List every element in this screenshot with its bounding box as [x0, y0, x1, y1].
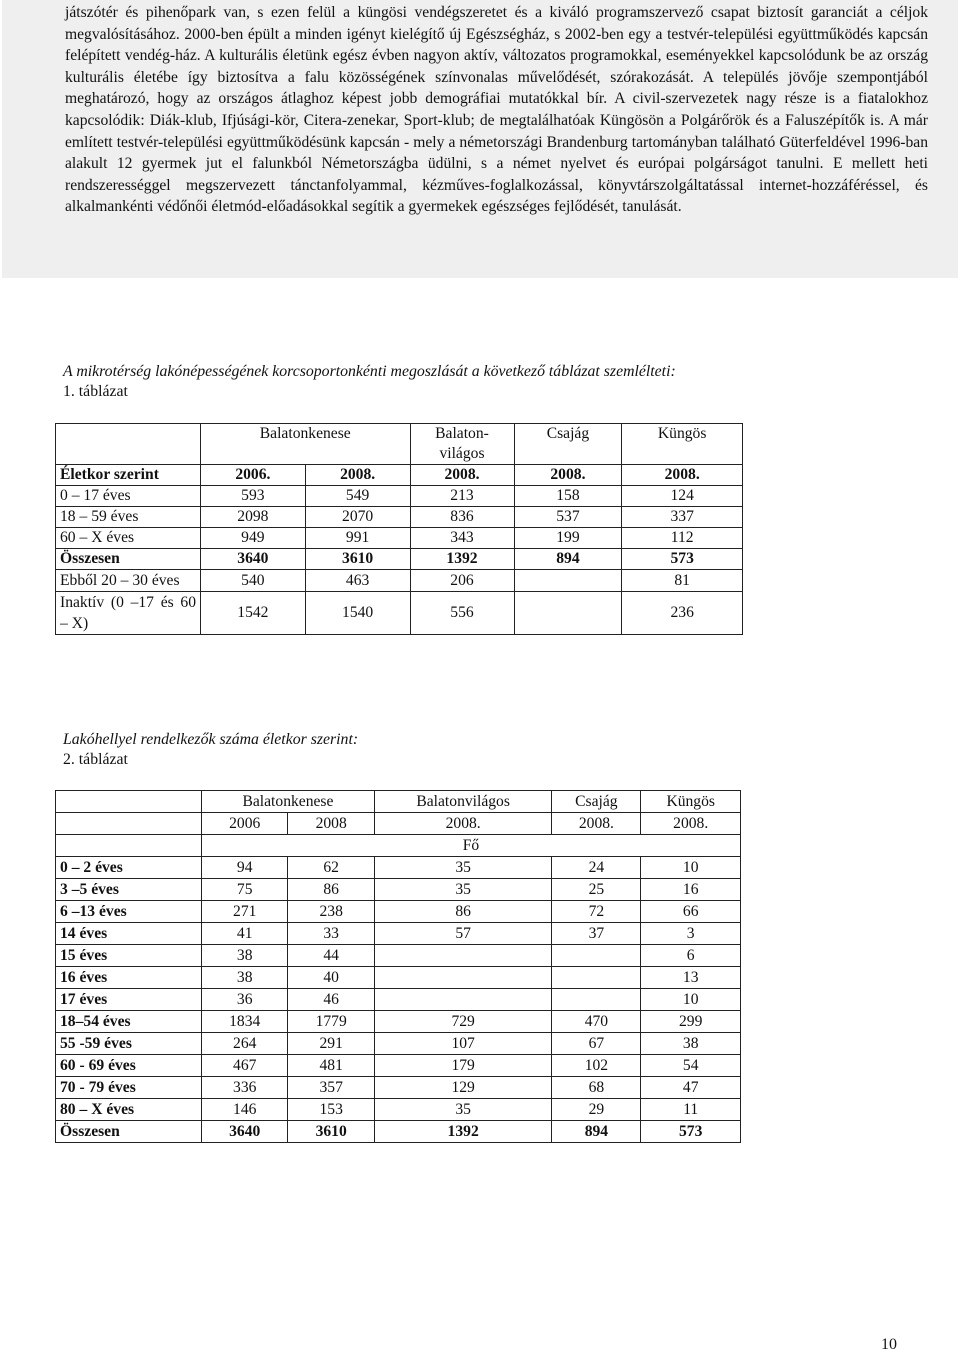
- row-label: 17 éves: [56, 989, 202, 1011]
- table1-caption-block: [63, 362, 676, 402]
- cell: 467: [202, 1055, 288, 1077]
- table1-year-label: Életkor szerint: [56, 465, 201, 486]
- population-age-table: [55, 423, 743, 635]
- cell: [514, 592, 622, 635]
- table2-header-place: Küngös: [641, 791, 741, 813]
- cell: 540: [201, 570, 306, 592]
- cell: 153: [288, 1099, 374, 1121]
- cell: 991: [305, 528, 410, 549]
- row-label: Összesen: [56, 549, 201, 570]
- cell: 107: [374, 1033, 551, 1055]
- cell: 25: [552, 879, 641, 901]
- table2-year: 2008.: [641, 813, 741, 835]
- row-label: 0 – 2 éves: [56, 857, 202, 879]
- cell: 47: [641, 1077, 741, 1099]
- table-row: [56, 967, 741, 989]
- cell: 271: [202, 901, 288, 923]
- table2-blank-cell: [56, 813, 202, 835]
- row-label: 80 – X éves: [56, 1099, 202, 1121]
- cell: 1392: [410, 549, 514, 570]
- table-row: [56, 1033, 741, 1055]
- table-row: [56, 1077, 741, 1099]
- table-row: [56, 923, 741, 945]
- table-row: [56, 879, 741, 901]
- table-row: [56, 1099, 741, 1121]
- row-label: 70 - 79 éves: [56, 1077, 202, 1099]
- cell: 337: [622, 507, 743, 528]
- cell: 86: [374, 901, 551, 923]
- cell: 10: [641, 857, 741, 879]
- cell: 573: [622, 549, 743, 570]
- cell: [552, 945, 641, 967]
- cell: 729: [374, 1011, 551, 1033]
- cell: 2070: [305, 507, 410, 528]
- cell: 291: [288, 1033, 374, 1055]
- table-row: [56, 592, 743, 635]
- cell: 949: [201, 528, 306, 549]
- table1-caption: A mikrotérség lakónépességének korcsoportonkénti megoszlását a következő táblázat szemlélteti:: [63, 363, 676, 380]
- cell: 54: [641, 1055, 741, 1077]
- table1-year: 2006.: [201, 465, 306, 486]
- cell: 1834: [202, 1011, 288, 1033]
- cell: 66: [641, 901, 741, 923]
- cell: 102: [552, 1055, 641, 1077]
- cell: 86: [288, 879, 374, 901]
- cell: 146: [202, 1099, 288, 1121]
- cell: 41: [202, 923, 288, 945]
- table2-number: 2. táblázat: [63, 751, 128, 768]
- table2-header-place: Balatonvilágos: [374, 791, 551, 813]
- cell: 357: [288, 1077, 374, 1099]
- cell: 593: [201, 486, 306, 507]
- table2-blank-cell: [56, 835, 202, 857]
- cell: 46: [288, 989, 374, 1011]
- cell: 62: [288, 857, 374, 879]
- table2-header-row: [56, 791, 741, 813]
- cell: 3640: [201, 549, 306, 570]
- cell: 556: [410, 592, 514, 635]
- table-row: [56, 570, 743, 592]
- cell: 44: [288, 945, 374, 967]
- cell: 75: [202, 879, 288, 901]
- cell: 38: [641, 1033, 741, 1055]
- cell: 67: [552, 1033, 641, 1055]
- cell: 16: [641, 879, 741, 901]
- table1-corner-cell: [56, 424, 201, 465]
- row-label: 14 éves: [56, 923, 202, 945]
- table2-unit: Fő: [202, 835, 741, 857]
- table-row: [56, 486, 743, 507]
- cell: 35: [374, 1099, 551, 1121]
- cell: 3640: [202, 1121, 288, 1143]
- table1-number: 1. táblázat: [63, 383, 128, 400]
- cell: [374, 945, 551, 967]
- cell: 38: [202, 945, 288, 967]
- row-label: Ebből 20 – 30 éves: [56, 570, 201, 592]
- table-row-total: [56, 549, 743, 570]
- table-row: [56, 1011, 741, 1033]
- cell: 3610: [288, 1121, 374, 1143]
- row-label: 6 –13 éves: [56, 901, 202, 923]
- cell: 299: [641, 1011, 741, 1033]
- cell: 1540: [305, 592, 410, 635]
- table2-year: 2008.: [374, 813, 551, 835]
- cell: 38: [202, 967, 288, 989]
- table2-header-place: Csajág: [552, 791, 641, 813]
- cell: 1542: [201, 592, 306, 635]
- table-row: [56, 945, 741, 967]
- page-number: 10: [881, 1336, 897, 1353]
- cell: [374, 989, 551, 1011]
- row-label: 18–54 éves: [56, 1011, 202, 1033]
- cell: 2098: [201, 507, 306, 528]
- cell: 894: [514, 549, 622, 570]
- cell: 3: [641, 923, 741, 945]
- residents-age-table: [55, 790, 741, 1143]
- cell: 11: [641, 1099, 741, 1121]
- cell: 35: [374, 879, 551, 901]
- cell: 36: [202, 989, 288, 1011]
- cell: 1392: [374, 1121, 551, 1143]
- row-label: 55 -59 éves: [56, 1033, 202, 1055]
- cell: [552, 967, 641, 989]
- table2-header-place: Balatonkenese: [202, 791, 375, 813]
- table2-caption: Lakóhellyel rendelkezők száma életkor szerint:: [63, 731, 359, 748]
- table2-caption-block: [63, 730, 358, 770]
- table-row: [56, 528, 743, 549]
- table-row-total: [56, 1121, 741, 1143]
- cell: 68: [552, 1077, 641, 1099]
- table2-year: 2008: [288, 813, 374, 835]
- cell: 179: [374, 1055, 551, 1077]
- table1-year: 2008.: [305, 465, 410, 486]
- table1-year: 2008.: [410, 465, 514, 486]
- table1-header-place: Csajág: [514, 424, 622, 465]
- row-label: Inaktív (0 –17 és 60 – X): [56, 592, 201, 635]
- table2-corner-cell: [56, 791, 202, 813]
- cell: 33: [288, 923, 374, 945]
- table1-header-place: Balaton- világos: [410, 424, 514, 465]
- table-row: [56, 857, 741, 879]
- cell: 35: [374, 857, 551, 879]
- cell: 343: [410, 528, 514, 549]
- row-label: 60 – X éves: [56, 528, 201, 549]
- cell: 236: [622, 592, 743, 635]
- row-label: 18 – 59 éves: [56, 507, 201, 528]
- table-row: [56, 901, 741, 923]
- cell: 57: [374, 923, 551, 945]
- cell: 129: [374, 1077, 551, 1099]
- cell: 199: [514, 528, 622, 549]
- table2-year: 2006: [202, 813, 288, 835]
- row-label: 60 - 69 éves: [56, 1055, 202, 1077]
- cell: 3610: [305, 549, 410, 570]
- table2-year-row: [56, 813, 741, 835]
- cell: 549: [305, 486, 410, 507]
- row-label: 3 –5 éves: [56, 879, 202, 901]
- table1-year: 2008.: [514, 465, 622, 486]
- table1-year-row: [56, 465, 743, 486]
- table1-header-place: Küngös: [622, 424, 743, 465]
- cell: 213: [410, 486, 514, 507]
- cell: 481: [288, 1055, 374, 1077]
- cell: 264: [202, 1033, 288, 1055]
- table-row: [56, 989, 741, 1011]
- row-label: 16 éves: [56, 967, 202, 989]
- table-row: [56, 1055, 741, 1077]
- cell: [552, 989, 641, 1011]
- cell: 94: [202, 857, 288, 879]
- cell: 537: [514, 507, 622, 528]
- table2-year: 2008.: [552, 813, 641, 835]
- cell: 6: [641, 945, 741, 967]
- cell: 470: [552, 1011, 641, 1033]
- cell: 836: [410, 507, 514, 528]
- row-label: Összesen: [56, 1121, 202, 1143]
- row-label: 0 – 17 éves: [56, 486, 201, 507]
- table2-unit-row: [56, 835, 741, 857]
- cell: 24: [552, 857, 641, 879]
- cell: 336: [202, 1077, 288, 1099]
- cell: 894: [552, 1121, 641, 1143]
- row-label: 15 éves: [56, 945, 202, 967]
- cell: 238: [288, 901, 374, 923]
- table-row: [56, 507, 743, 528]
- cell: 158: [514, 486, 622, 507]
- intro-paragraph: játszótér és pihenőpark van, s ezen felül a küngösi vendégszeretet és a kiváló programszervező csapat biztosít garanciát a céljok megvalósításához. 2000-ben épült a minden igényt kielégítő új Egészségház, s 2002-ben egy a testvér-települési együttműködés kapcsán felépített vendég-ház. A kulturális életünk egész évben nagyon aktív, változatos programokkal, eseményekkel kapcsolódunk be az ország kulturális életébe így biztosítva a falu közösségének színvonalas művelődését, szórakozását. A település jövője szempontjából meghatározó, hogy az országos átlaghoz képest jobb demográfiai mutatókkal bír. A civil-szervezetek nagy része is a fiatalokhoz kapcsolódik: Diák-klub, Ifjúsági-kör, Citera-zenekar, Sport-klub; de megtalálhatóak Küngösön a Polgárőrök és a Faluszépítők is. A már említett testvér-települési együttműködésünk kapcsán - mely a németországi Brandenburg tartományban található Güterfeldével 1996-ban alakult 12 gyermek jut el falunkból Németországba üdülni, s a német nyelvet és európai polgárságot tanulni. E mellett heti rendszerességgel megszervezett tánctanfolyammal, kézműves-foglalkozással, könyvtárszolgáltatással internet-hozzáféréssel, és alkalmankénti védőnői életmód-előadásokkal segítik a gyermekek egészséges fejlődését, tanulását.: [65, 4, 928, 216]
- cell: 1779: [288, 1011, 374, 1033]
- table1-year: 2008.: [622, 465, 743, 486]
- cell: 112: [622, 528, 743, 549]
- cell: 573: [641, 1121, 741, 1143]
- cell: [374, 967, 551, 989]
- cell: 124: [622, 486, 743, 507]
- cell: 37: [552, 923, 641, 945]
- cell: [514, 570, 622, 592]
- cell: 10: [641, 989, 741, 1011]
- table1-header-row: [56, 424, 743, 465]
- cell: 40: [288, 967, 374, 989]
- cell: 463: [305, 570, 410, 592]
- cell: 81: [622, 570, 743, 592]
- cell: 13: [641, 967, 741, 989]
- table1-header-place: Balatonkenese: [201, 424, 411, 465]
- cell: 72: [552, 901, 641, 923]
- intro-text-box: [2, 0, 958, 278]
- cell: 206: [410, 570, 514, 592]
- cell: 29: [552, 1099, 641, 1121]
